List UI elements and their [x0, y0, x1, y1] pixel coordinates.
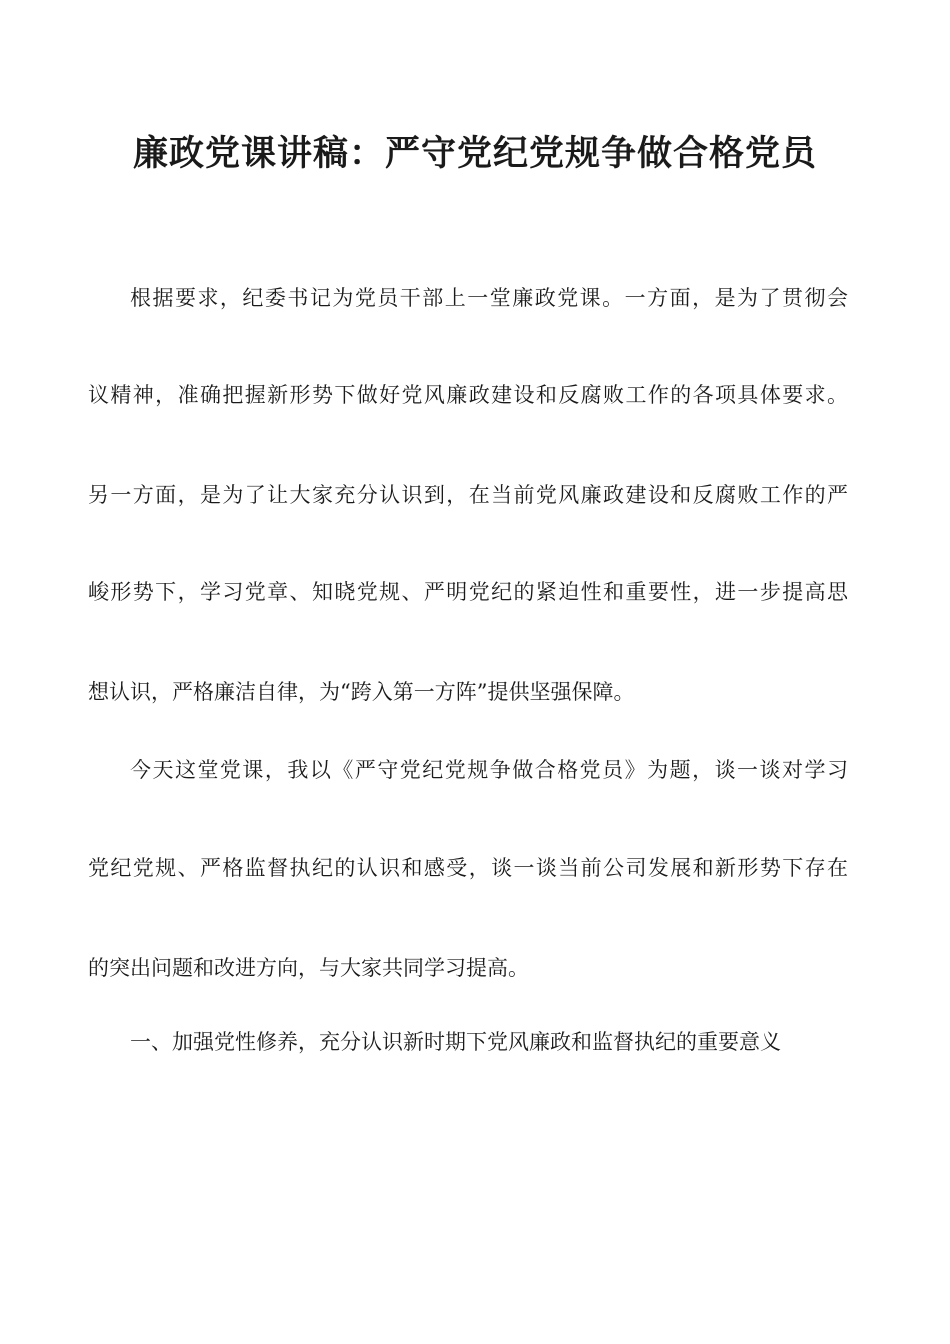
section-heading-1: 一、加强党性修养，充分认识新时期下党风廉政和监督执纪的重要意义 [130, 1030, 781, 1054]
paragraph-2-line-1: 今天这堂党课，我以《严守党纪党规争做合格党员》为题，谈一谈对学习 [130, 758, 848, 782]
document-title: 廉政党课讲稿：严守党纪党规争做合格党员 [132, 134, 817, 174]
paragraph-2-line-3: 的突出问题和改进方向，与大家共同学习提高。 [88, 956, 529, 980]
paragraph-1-line-3: 另一方面，是为了让大家充分认识到，在当前党风廉政建设和反腐败工作的严 [88, 483, 848, 507]
paragraph-1-line-4: 峻形势下，学习党章、知晓党规、严明党纪的紧迫性和重要性，进一步提高思 [88, 580, 848, 604]
paragraph-1-line-2: 议精神，准确把握新形势下做好党风廉政建设和反腐败工作的各项具体要求。 [88, 383, 848, 407]
paragraph-1-line-5: 想认识，严格廉洁自律，为“跨入第一方阵”提供坚强保障。 [88, 680, 635, 704]
paragraph-1-line-1: 根据要求，纪委书记为党员干部上一堂廉政党课。一方面，是为了贯彻会 [130, 286, 848, 310]
paragraph-2-line-2: 党纪党规、严格监督执纪的认识和感受，谈一谈当前公司发展和新形势下存在 [88, 856, 848, 880]
